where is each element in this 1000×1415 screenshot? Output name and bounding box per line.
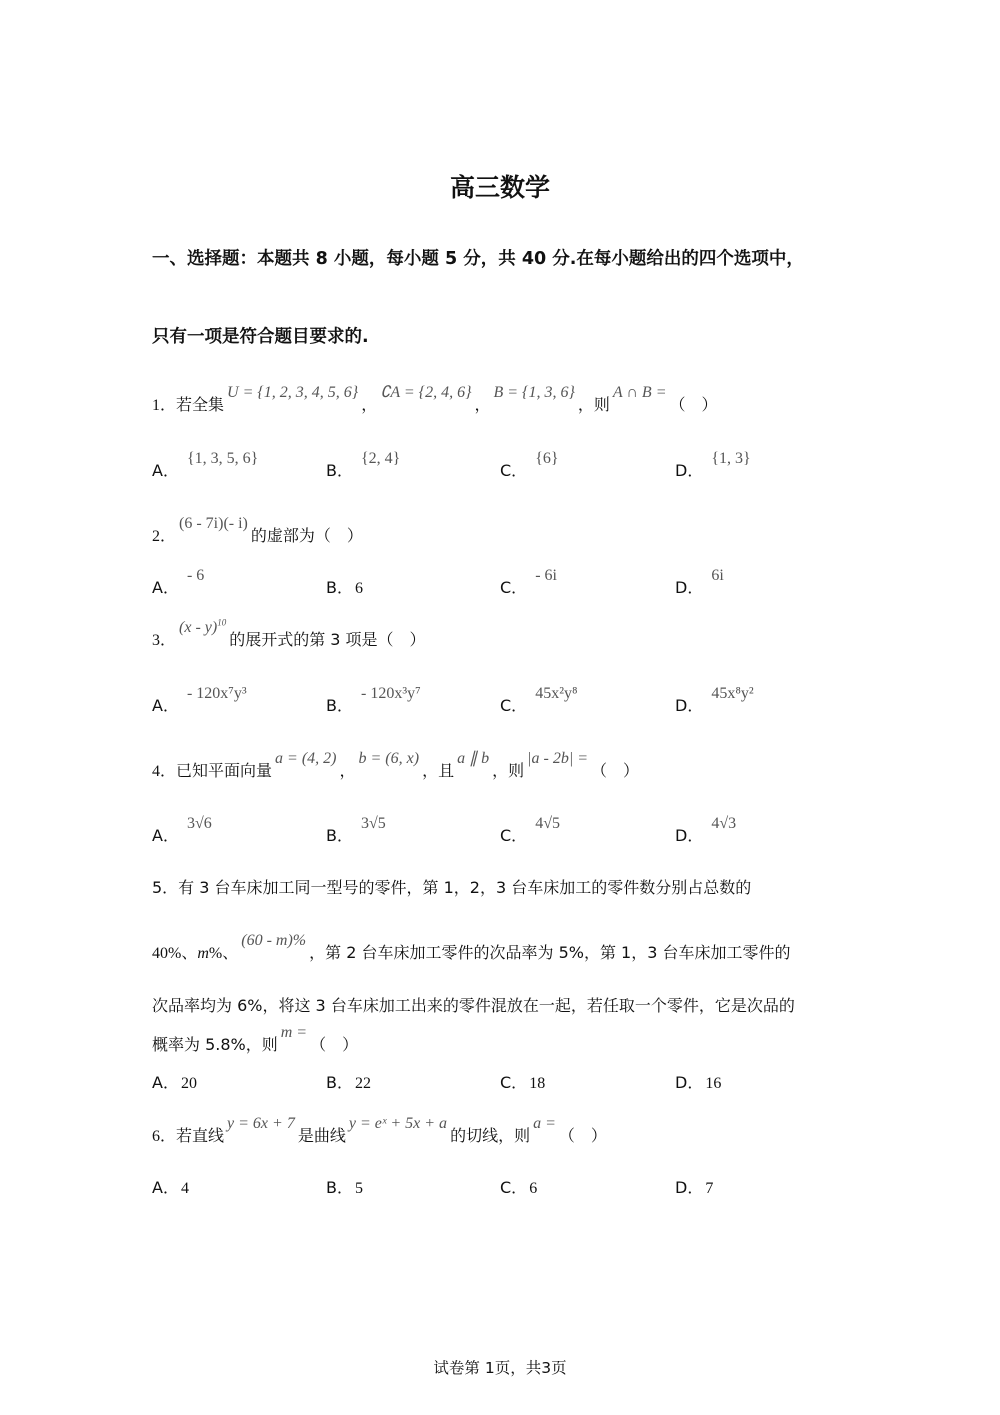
option-b: B．3√5 [326,815,386,845]
option-c: C．- 6i [500,567,557,597]
question-4 [152,750,640,781]
option-c: C．{6} [500,450,559,480]
math-expression: ∁A = {2, 4, 6} [380,384,472,401]
question-4-options [152,815,872,853]
question-text: ， [474,395,491,414]
math-expression: a = (4, 2) [275,750,337,767]
question-text: （ ） [558,1126,607,1145]
option-d: D． 16 [675,1073,722,1092]
math-expression: B = {1, 3, 6} [493,384,575,401]
option-d: D．45x⁸y² [675,685,754,715]
math-expression: (x - y)$^{10}$ [179,617,227,636]
option-a: A． 4 [152,1178,189,1197]
option-d: D．{1, 3} [675,450,751,480]
section-heading-line-1: 一、选择题：本题共 8 小题，每小题 5 分，共 40 分.在每小题给出的四个选项中， [152,249,804,269]
math-expression: a ∥ b [457,750,490,767]
math-expression: a = [533,1115,556,1132]
option-b: B． 22 [326,1073,371,1092]
question-text: 若全集 [176,395,225,414]
math-expression: (60 - m)% [241,932,307,949]
question-6 [152,1115,607,1146]
question-text: 的虚部为（ ） [250,526,363,545]
question-1 [152,384,718,415]
option-d: D．6i [675,567,724,597]
question-text: ，则 [577,395,610,414]
option-b: B． 5 [326,1178,363,1197]
option-b: B． 6 [326,578,363,597]
page-title: 高三数学 [449,173,550,202]
question-6-options [152,1175,872,1205]
option-c: C． 18 [500,1073,546,1092]
section-heading-line-2: 只有一项是符合题目要求的. [152,327,369,347]
math-expression: (6 - 7i)(- i) [179,515,248,532]
math-expression: |a - 2b| = [527,750,589,767]
question-5-line-1: 5．有 3 台车床加工同一型号的零件，第 1，2，3 台车床加工的零件数分别占总数的 [152,878,752,897]
page-footer: 试卷第 1页，共3页 [433,1359,567,1377]
math-expression: U = {1, 2, 3, 4, 5, 6} [227,384,359,401]
question-text: ，且 [422,761,455,780]
option-a: A． 20 [152,1073,197,1092]
question-number: 2． [152,528,177,545]
question-5-line-4: 概率为 5.8%，则m =（ ） [152,1024,359,1054]
math-expression: y = eˣ + 5x + a [348,1115,448,1132]
question-text: 的展开式的第 3 项是（ ） [229,630,426,649]
math-expression: m = [280,1024,308,1041]
question-number: 1． [152,397,177,414]
option-a: A．- 6 [152,567,205,597]
math-expression: b = (6, x) [358,750,420,767]
option-c: C． 6 [500,1178,538,1197]
question-text: 是曲线 [297,1126,346,1145]
option-a: A．- 120x⁷y³ [152,685,247,715]
question-3-options [152,685,872,723]
question-text: （ ） [669,395,718,414]
math-expression: A ∩ B = [612,384,667,401]
math-expression: y = 6x + 7 [227,1115,295,1132]
question-text: ， [339,761,356,780]
question-text: 的切线，则 [450,1126,531,1145]
option-c: C．45x²y⁸ [500,685,578,715]
question-5-line-2: 40%、m%、(60 - m)%，第 2 台车床加工零件的次品率为 5%，第 1，3 台车床加工零件的 [152,932,791,962]
question-2 [152,515,363,546]
option-a: A．{1, 3, 5, 6} [152,450,259,480]
question-5-options [152,1070,872,1100]
option-d: D．4√3 [675,815,737,845]
question-1-options [152,450,872,488]
question-2-options [152,567,872,605]
question-text: ， [361,395,378,414]
question-text: （ ） [591,761,640,780]
option-a: A．3√6 [152,815,212,845]
question-number: 3． [152,632,177,649]
option-d: D． 7 [675,1178,714,1197]
question-text: 已知平面向量 [176,761,273,780]
question-number: 4． [152,763,177,780]
question-text: 若直线 [176,1126,225,1145]
question-3 [152,617,426,650]
question-number: 6． [152,1128,177,1145]
question-text: ，则 [492,761,525,780]
option-b: B．{2, 4} [326,450,401,480]
question-5-line-3: 次品率均为 6%，将这 3 台车床加工出来的零件混放在一起，若任取一个零件，它是次品的 [152,996,795,1015]
option-c: C．4√5 [500,815,560,845]
option-b: B．- 120x³y⁷ [326,685,421,715]
